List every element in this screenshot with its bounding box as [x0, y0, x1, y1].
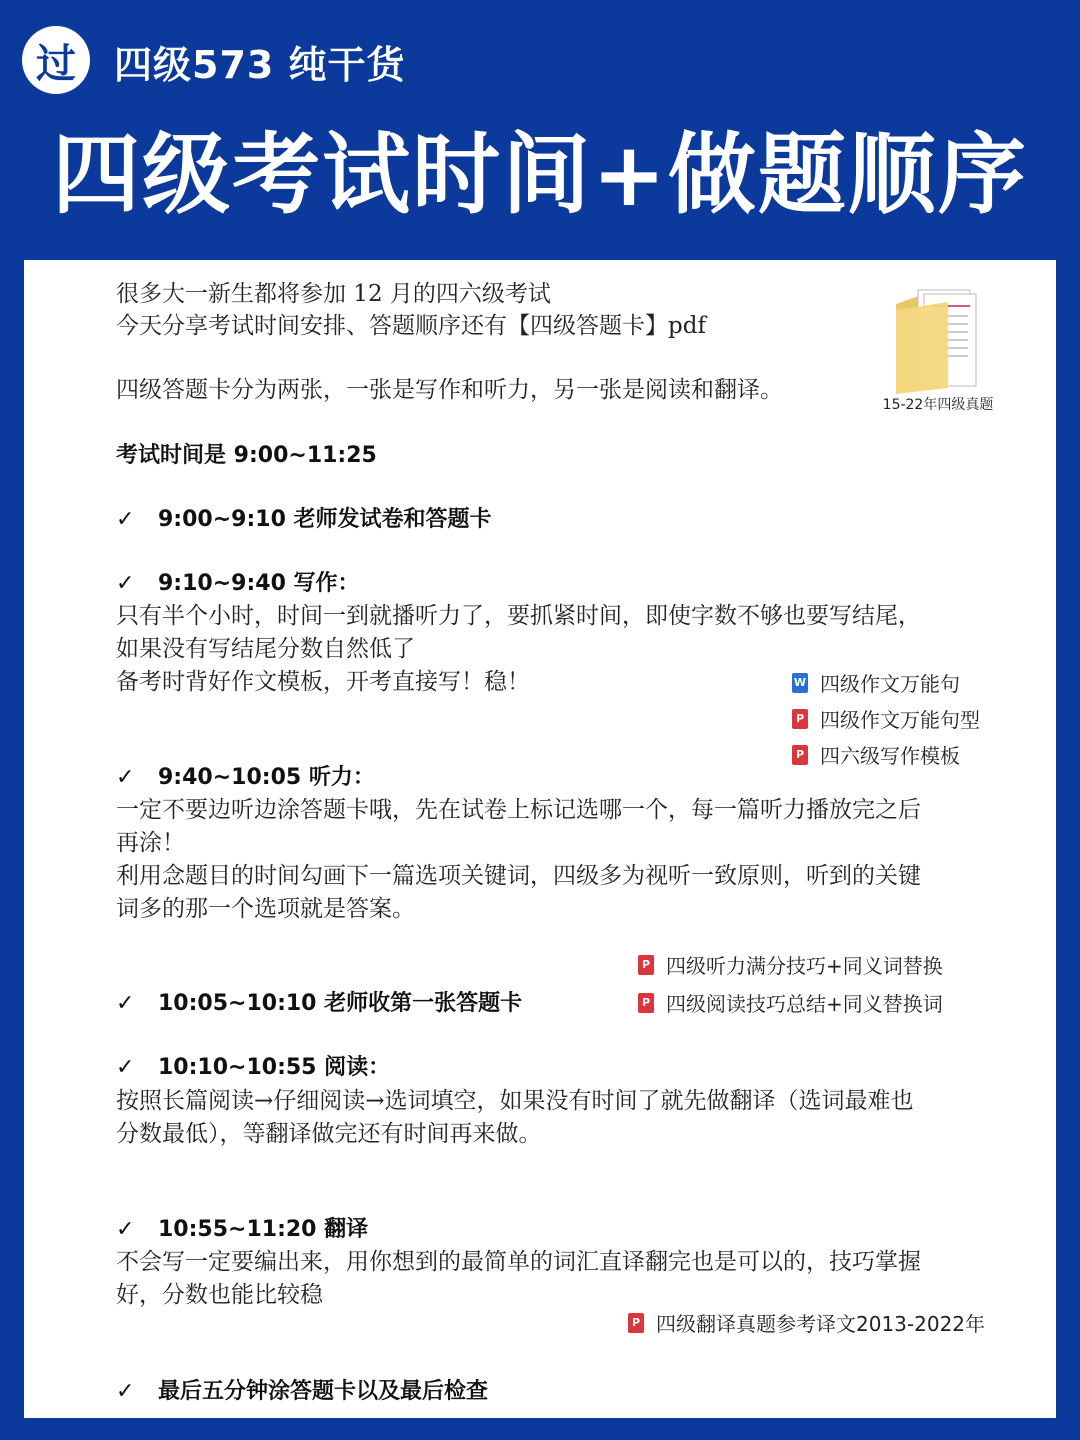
section-title-distribute: 9:00~9:10 老师发试卷和答题卡 — [158, 507, 492, 532]
file-item[interactable] — [792, 740, 960, 769]
reading-line-2: 分数最低），等翻译做完还有时间再来做。 — [116, 1121, 542, 1147]
listening-line-3: 利用念题目的时间勾画下一篇选项关键词，四级多为视听一致原则，听到的关键 — [116, 863, 921, 889]
listening-line-4: 词多的那一个选项就是答案。 — [116, 896, 415, 922]
file-name: 四级听力满分技巧+同义词替换 — [666, 954, 943, 978]
check-icon: ✓ — [116, 765, 135, 790]
pdf-file-icon: P — [638, 993, 654, 1013]
section-title-writing: 9:10~9:40 写作： — [158, 571, 360, 596]
file-name: 四级阅读技巧总结+同义替换词 — [666, 992, 943, 1016]
section-title-collect: 10:05~10:10 老师收第一张答题卡 — [158, 991, 523, 1016]
check-icon: ✓ — [116, 1379, 135, 1404]
file-name: 四级作文万能句型 — [820, 708, 980, 732]
reading-line-1: 按照长篇阅读→仔细阅读→选词填空，如果没有时间了就先做翻译（选词最难也 — [116, 1088, 914, 1114]
exam-time: 考试时间是 9:00~11:25 — [116, 443, 377, 468]
check-icon: ✓ — [116, 991, 135, 1016]
word-file-icon: W — [792, 673, 808, 693]
intro-line-1: 很多大一新生都将参加 12 月的四六级考试 — [116, 281, 551, 307]
writing-line-1: 只有半个小时，时间一到就播听力了，要抓紧时间，即使字数不够也要写结尾， — [116, 603, 921, 629]
file-item[interactable] — [628, 1308, 985, 1337]
pdf-file-icon: P — [792, 709, 808, 729]
file-item[interactable] — [638, 988, 943, 1017]
translation-line-2: 好，分数也能比较稳 — [116, 1282, 323, 1308]
header-banner — [0, 0, 1080, 260]
file-item[interactable] — [792, 668, 960, 697]
section-title-final-check: 最后五分钟涂答题卡以及最后检查 — [158, 1379, 489, 1404]
writing-line-2: 如果没有写结尾分数自然低了 — [116, 636, 415, 662]
translation-line-1: 不会写一定要编出来，用你想到的最简单的词汇直译翻完也是可以的，技巧掌握 — [116, 1249, 921, 1275]
page-headline: 四级考试时间+做题顺序 — [52, 123, 1028, 226]
content-card — [24, 260, 1056, 1418]
folder-icon[interactable] — [890, 284, 986, 394]
intro-line-3: 四级答题卡分为两张，一张是写作和听力，另一张是阅读和翻译。 — [116, 377, 783, 403]
folder-label: 15-22年四级真题 — [882, 397, 994, 413]
writing-line-3: 备考时背好作文模板，开考直接写！稳！ — [116, 669, 530, 695]
pdf-file-icon: P — [792, 745, 808, 765]
check-icon: ✓ — [116, 1055, 135, 1080]
section-title-reading: 10:10~10:55 阅读： — [158, 1055, 391, 1080]
file-name: 四级翻译真题参考译文2013-2022年 — [656, 1312, 986, 1336]
brand-title: 四级573 纯干货 — [114, 43, 406, 87]
check-icon: ✓ — [116, 1217, 135, 1242]
intro-line-2: 今天分享考试时间安排、答题顺序还有【四级答题卡】pdf — [116, 313, 706, 339]
check-icon: ✓ — [116, 507, 135, 532]
logo-badge: 过 — [22, 26, 90, 94]
file-name: 四级作文万能句 — [820, 672, 960, 696]
check-icon: ✓ — [116, 571, 135, 596]
section-title-translation: 10:55~11:20 翻译 — [158, 1217, 369, 1242]
pdf-file-icon: P — [638, 955, 654, 975]
listening-line-2: 再涂！ — [116, 830, 185, 856]
file-name: 四六级写作模板 — [820, 744, 960, 768]
pdf-file-icon: P — [628, 1313, 644, 1333]
listening-line-1: 一定不要边听边涂答题卡哦，先在试卷上标记选哪一个，每一篇听力播放完之后 — [116, 797, 921, 823]
file-item[interactable] — [638, 950, 943, 979]
section-title-listening: 9:40~10:05 听力： — [158, 765, 375, 790]
file-item[interactable] — [792, 704, 980, 733]
